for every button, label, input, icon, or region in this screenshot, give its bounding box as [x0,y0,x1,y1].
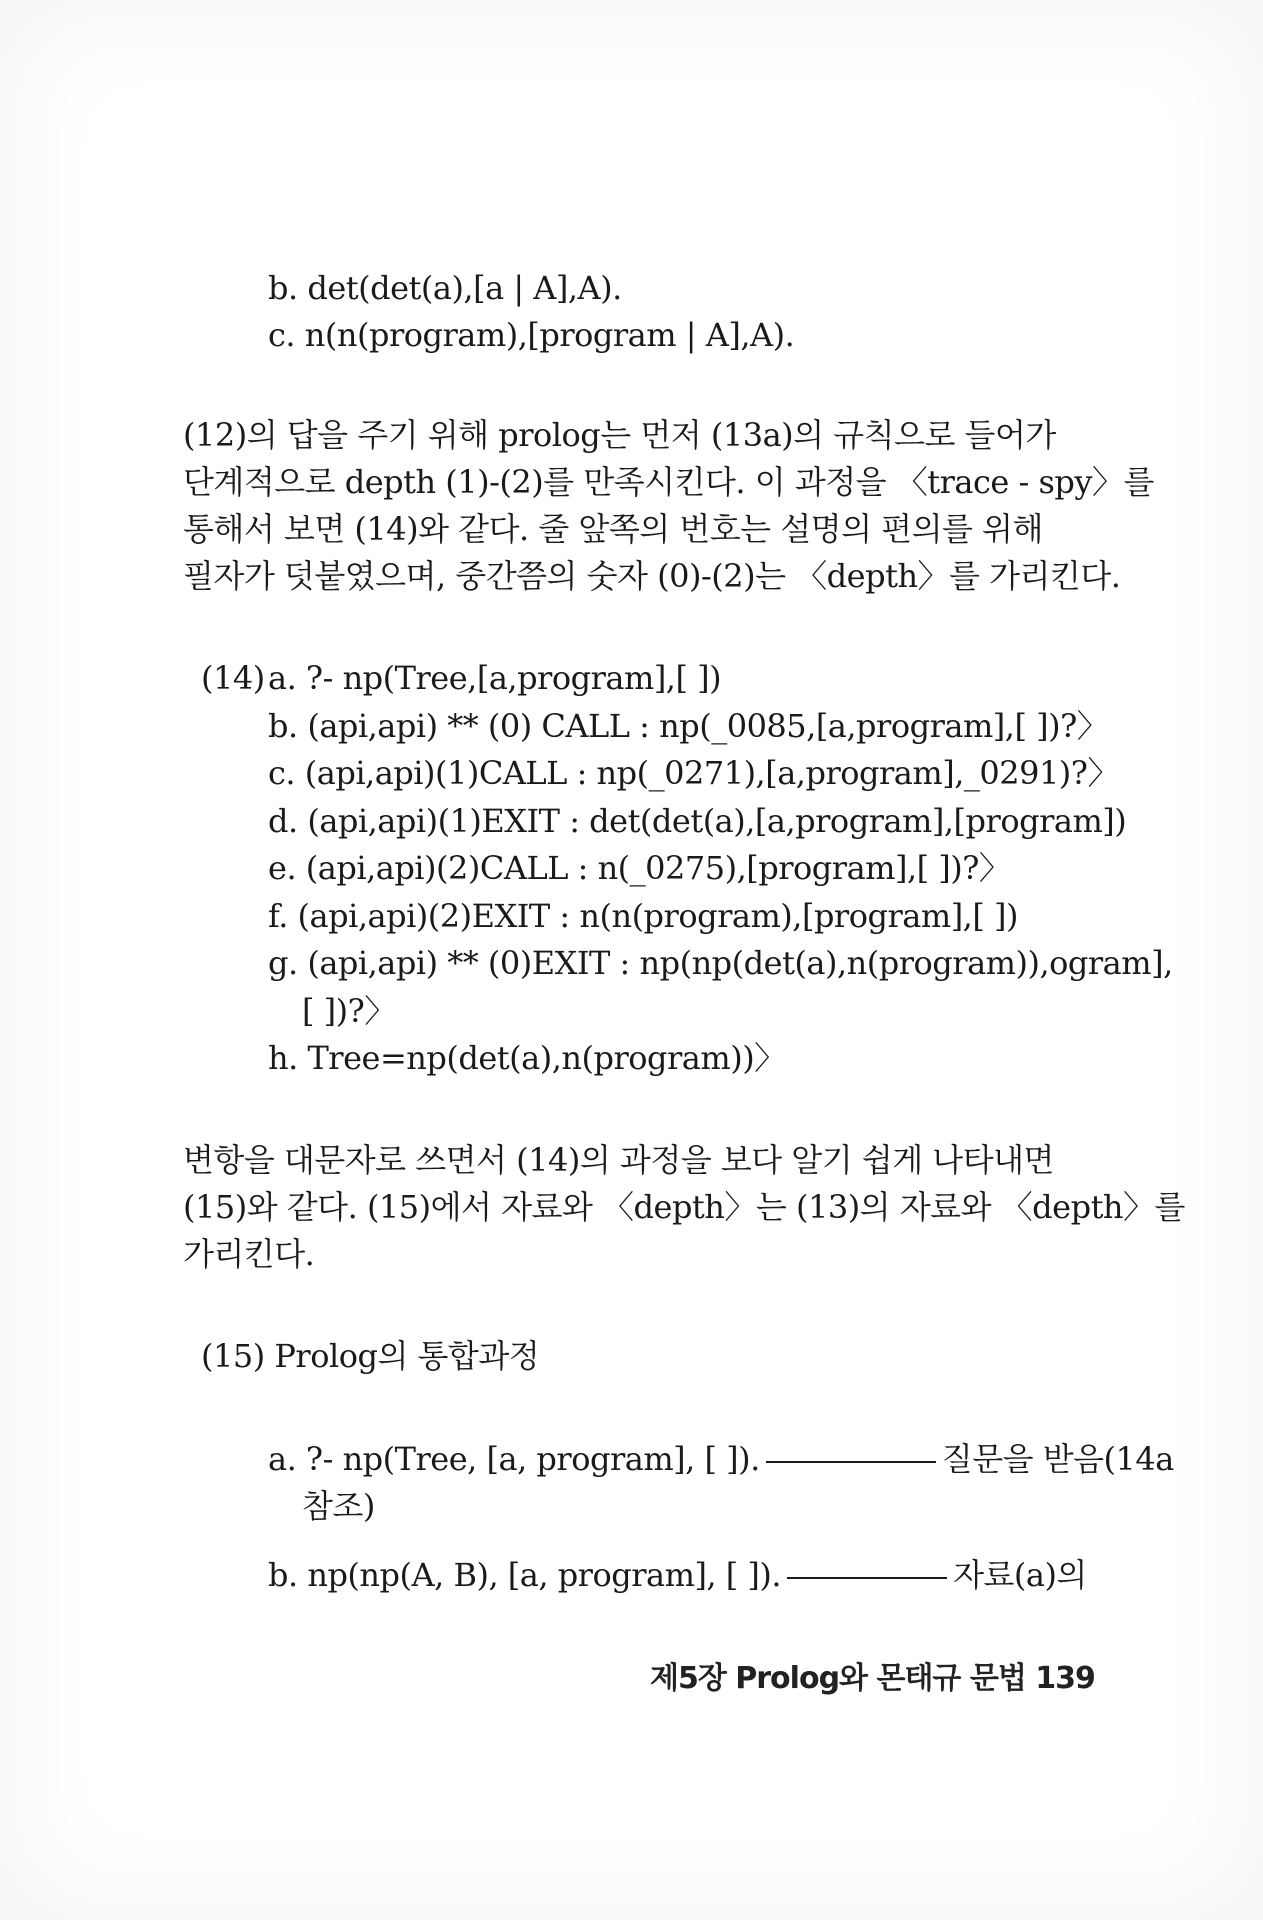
example-14-a: a. ?- np(Tree,[a,program],[ ]) [268,659,722,697]
example-14-h: h. Tree=np(det(a),n(program))〉 [268,1039,786,1077]
prior-example-c: c. n(n(program),[program | A],A). [268,316,795,354]
paragraph-1-line-2: 단계적으로 depth (1)-(2)를 만족시킨다. 이 과정을 〈trace - spy〉를 [183,463,1154,501]
example-14-f: f. (api,api)(2)EXIT : n(n(program),[program],[ ]) [268,897,1018,935]
example-15-a [268,1437,1174,1481]
example-14-g: g. (api,api) ** (0)EXIT : np(np(det(a),n(program)),ogram], [268,944,1173,982]
prior-example-b: b. det(det(a),[a | A],A). [268,269,622,307]
paragraph-1-line-4: 필자가 덧붙였으며, 중간쯤의 숫자 (0)-(2)는 〈depth〉를 가리킨다. [183,557,1121,595]
example-15-b-code: b. np(np(A, B), [a, program], [ ]). [268,1556,782,1594]
example-14-d: d. (api,api)(1)EXIT : det(det(a),[a,program],[program]) [268,802,1127,840]
paragraph-2-line-1: 변항을 대문자로 쓰면서 (14)의 과정을 보다 알기 쉽게 나타내면 [183,1141,1054,1179]
example-15-a-continued: 참조) [302,1487,375,1525]
example-15-a-note: 질문을 받음(14a [941,1440,1174,1478]
example-14-c: c. (api,api)(1)CALL : np(_0271),[a,program],_0291)?〉 [268,754,1119,792]
example-14-b: b. (api,api) ** (0) CALL : np(_0085,[a,program],[ ])?〉 [268,707,1109,745]
example-15-b [268,1553,1087,1597]
page-footer: 제5장 Prolog와 몬태규 문법 139 [650,1661,1095,1696]
example-14-g-continued: [ ])?〉 [302,992,396,1030]
example-14-e: e. (api,api)(2)CALL : n(_0275),[program],[ ])?〉 [268,849,1011,887]
example-15-a-code: a. ?- np(Tree, [a, program], [ ]). [268,1440,760,1478]
paragraph-2-line-2: (15)와 같다. (15)에서 자료와 〈depth〉는 (13)의 자료와 〈depth〉를 [183,1188,1185,1226]
paragraph-1-line-3: 통해서 보면 (14)와 같다. 줄 앞쪽의 번호는 설명의 편의를 위해 [183,510,1043,548]
example-14-label: (14) [201,659,265,697]
leader-dash [766,1461,936,1463]
leader-dash [787,1577,947,1579]
example-15-b-note: 자료(a)의 [953,1556,1087,1594]
example-15-title: (15) Prolog의 통합과정 [201,1337,540,1375]
paragraph-1-line-1: (12)의 답을 주기 위해 prolog는 먼저 (13a)의 규칙으로 들어가 [183,416,1056,454]
paragraph-2-line-3: 가리킨다. [183,1235,315,1273]
